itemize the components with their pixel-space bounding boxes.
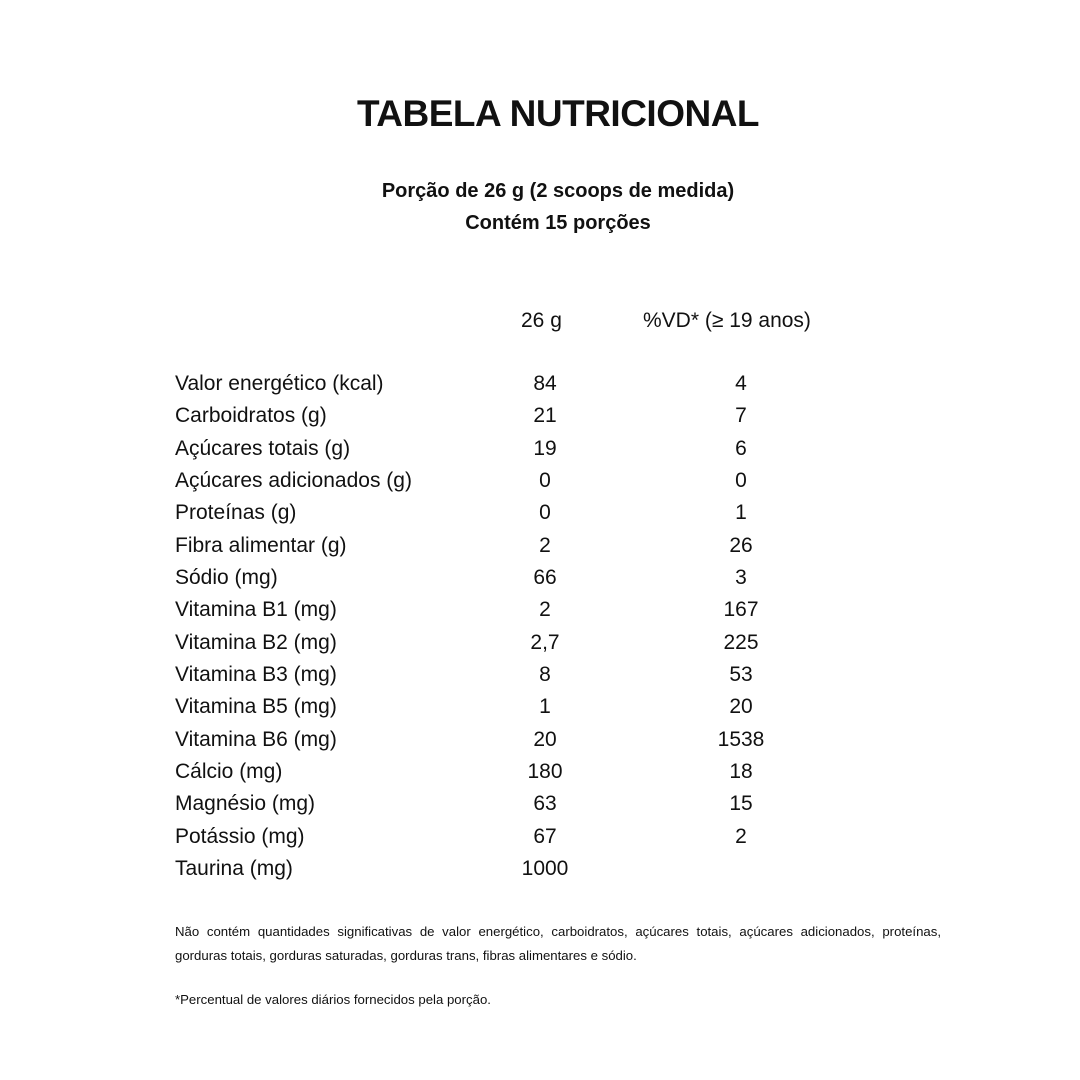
- nutrient-quantity: 21: [533, 404, 557, 428]
- column-header-quantity: 26 g: [521, 309, 562, 332]
- nutrient-quantity: 67: [533, 824, 557, 848]
- nutrient-quantity: 19: [533, 436, 557, 460]
- nutrient-quantity: 8: [539, 663, 551, 687]
- nutrient-name: Potássio (mg): [175, 824, 305, 848]
- nutrient-daily-value: 20: [729, 695, 753, 719]
- table-row: [175, 566, 875, 598]
- nutrient-name: Taurina (mg): [175, 857, 293, 881]
- nutrient-quantity: 2: [539, 598, 551, 622]
- nutrient-daily-value: 167: [723, 598, 759, 622]
- nutrient-daily-value: 4: [735, 372, 747, 395]
- nutrient-daily-value: 0: [735, 469, 747, 493]
- table-row: [175, 857, 875, 889]
- table-row: [175, 695, 875, 727]
- table-title: TABELA NUTRICIONAL: [356, 93, 760, 134]
- table-row: [175, 534, 875, 566]
- table-row: [175, 501, 875, 533]
- table-row: [175, 437, 875, 469]
- nutrient-name: Valor energético (kcal): [175, 372, 384, 395]
- nutrient-name: Açúcares adicionados (g): [175, 469, 412, 493]
- not-significant-footnote: Não contém quantidades significativas de valor energético, carboidratos, açúcares totais, açúcares adicionados, proteínas, gorduras totais, gorduras saturadas, gorduras trans, fibras alimentares e sódio.: [175, 924, 941, 963]
- nutrient-quantity: 2: [539, 533, 551, 557]
- nutrient-daily-value: 1538: [717, 727, 765, 751]
- table-row: [175, 792, 875, 824]
- nutrient-name: Fibra alimentar (g): [175, 533, 347, 557]
- nutrient-quantity: 84: [533, 372, 557, 395]
- nutrient-daily-value: 7: [735, 404, 747, 428]
- daily-value-footnote: *Percentual de valores diários fornecidos pela porção.: [175, 992, 491, 1007]
- nutrient-quantity: 0: [539, 469, 551, 493]
- nutrient-name: Açúcares totais (g): [175, 436, 351, 460]
- nutrient-daily-value: 26: [729, 533, 753, 557]
- nutrient-daily-value: 6: [735, 436, 747, 460]
- nutrient-name: Cálcio (mg): [175, 760, 283, 784]
- nutrient-quantity: 1000: [521, 857, 569, 881]
- servings-per-container: Contém 15 porções: [465, 212, 651, 234]
- nutrient-name: Vitamina B2 (mg): [175, 630, 337, 654]
- nutrient-daily-value: 15: [729, 792, 753, 816]
- nutrient-quantity: 0: [539, 501, 551, 525]
- nutrition-rows: [175, 372, 875, 890]
- portion-size: Porção de 26 g (2 scoops de medida): [381, 180, 735, 202]
- table-row: [175, 825, 875, 857]
- nutrient-quantity: 66: [533, 566, 557, 590]
- nutrient-name: Proteínas (g): [175, 501, 297, 525]
- table-row: [175, 372, 875, 404]
- nutrient-quantity: 63: [533, 792, 557, 816]
- column-header-daily-value: %VD* (≥ 19 anos): [643, 309, 811, 332]
- nutrient-name: Vitamina B1 (mg): [175, 598, 337, 622]
- nutrient-quantity: 1: [539, 695, 551, 719]
- nutrient-quantity: 2,7: [530, 630, 560, 654]
- nutrient-quantity: 20: [533, 727, 557, 751]
- nutrient-daily-value: 18: [729, 760, 753, 784]
- nutrient-daily-value: 3: [735, 566, 747, 590]
- nutrient-daily-value: 1: [735, 501, 747, 525]
- table-row: [175, 663, 875, 695]
- nutrient-name: Sódio (mg): [175, 566, 278, 590]
- nutrient-name: Vitamina B5 (mg): [175, 695, 337, 719]
- nutrient-name: Magnésio (mg): [175, 792, 316, 816]
- table-row: [175, 728, 875, 760]
- nutrient-daily-value: 225: [723, 630, 759, 654]
- nutrient-daily-value: 53: [729, 663, 753, 687]
- nutrient-name: Vitamina B3 (mg): [175, 663, 337, 687]
- nutrient-daily-value: 2: [735, 824, 747, 848]
- table-row: [175, 598, 875, 630]
- table-row: [175, 760, 875, 792]
- table-row: [175, 631, 875, 663]
- nutrient-name: Vitamina B6 (mg): [175, 727, 337, 751]
- nutrient-name: Carboidratos (g): [175, 404, 327, 428]
- table-row: [175, 469, 875, 501]
- table-row: [175, 404, 875, 436]
- nutrient-quantity: 180: [527, 760, 563, 784]
